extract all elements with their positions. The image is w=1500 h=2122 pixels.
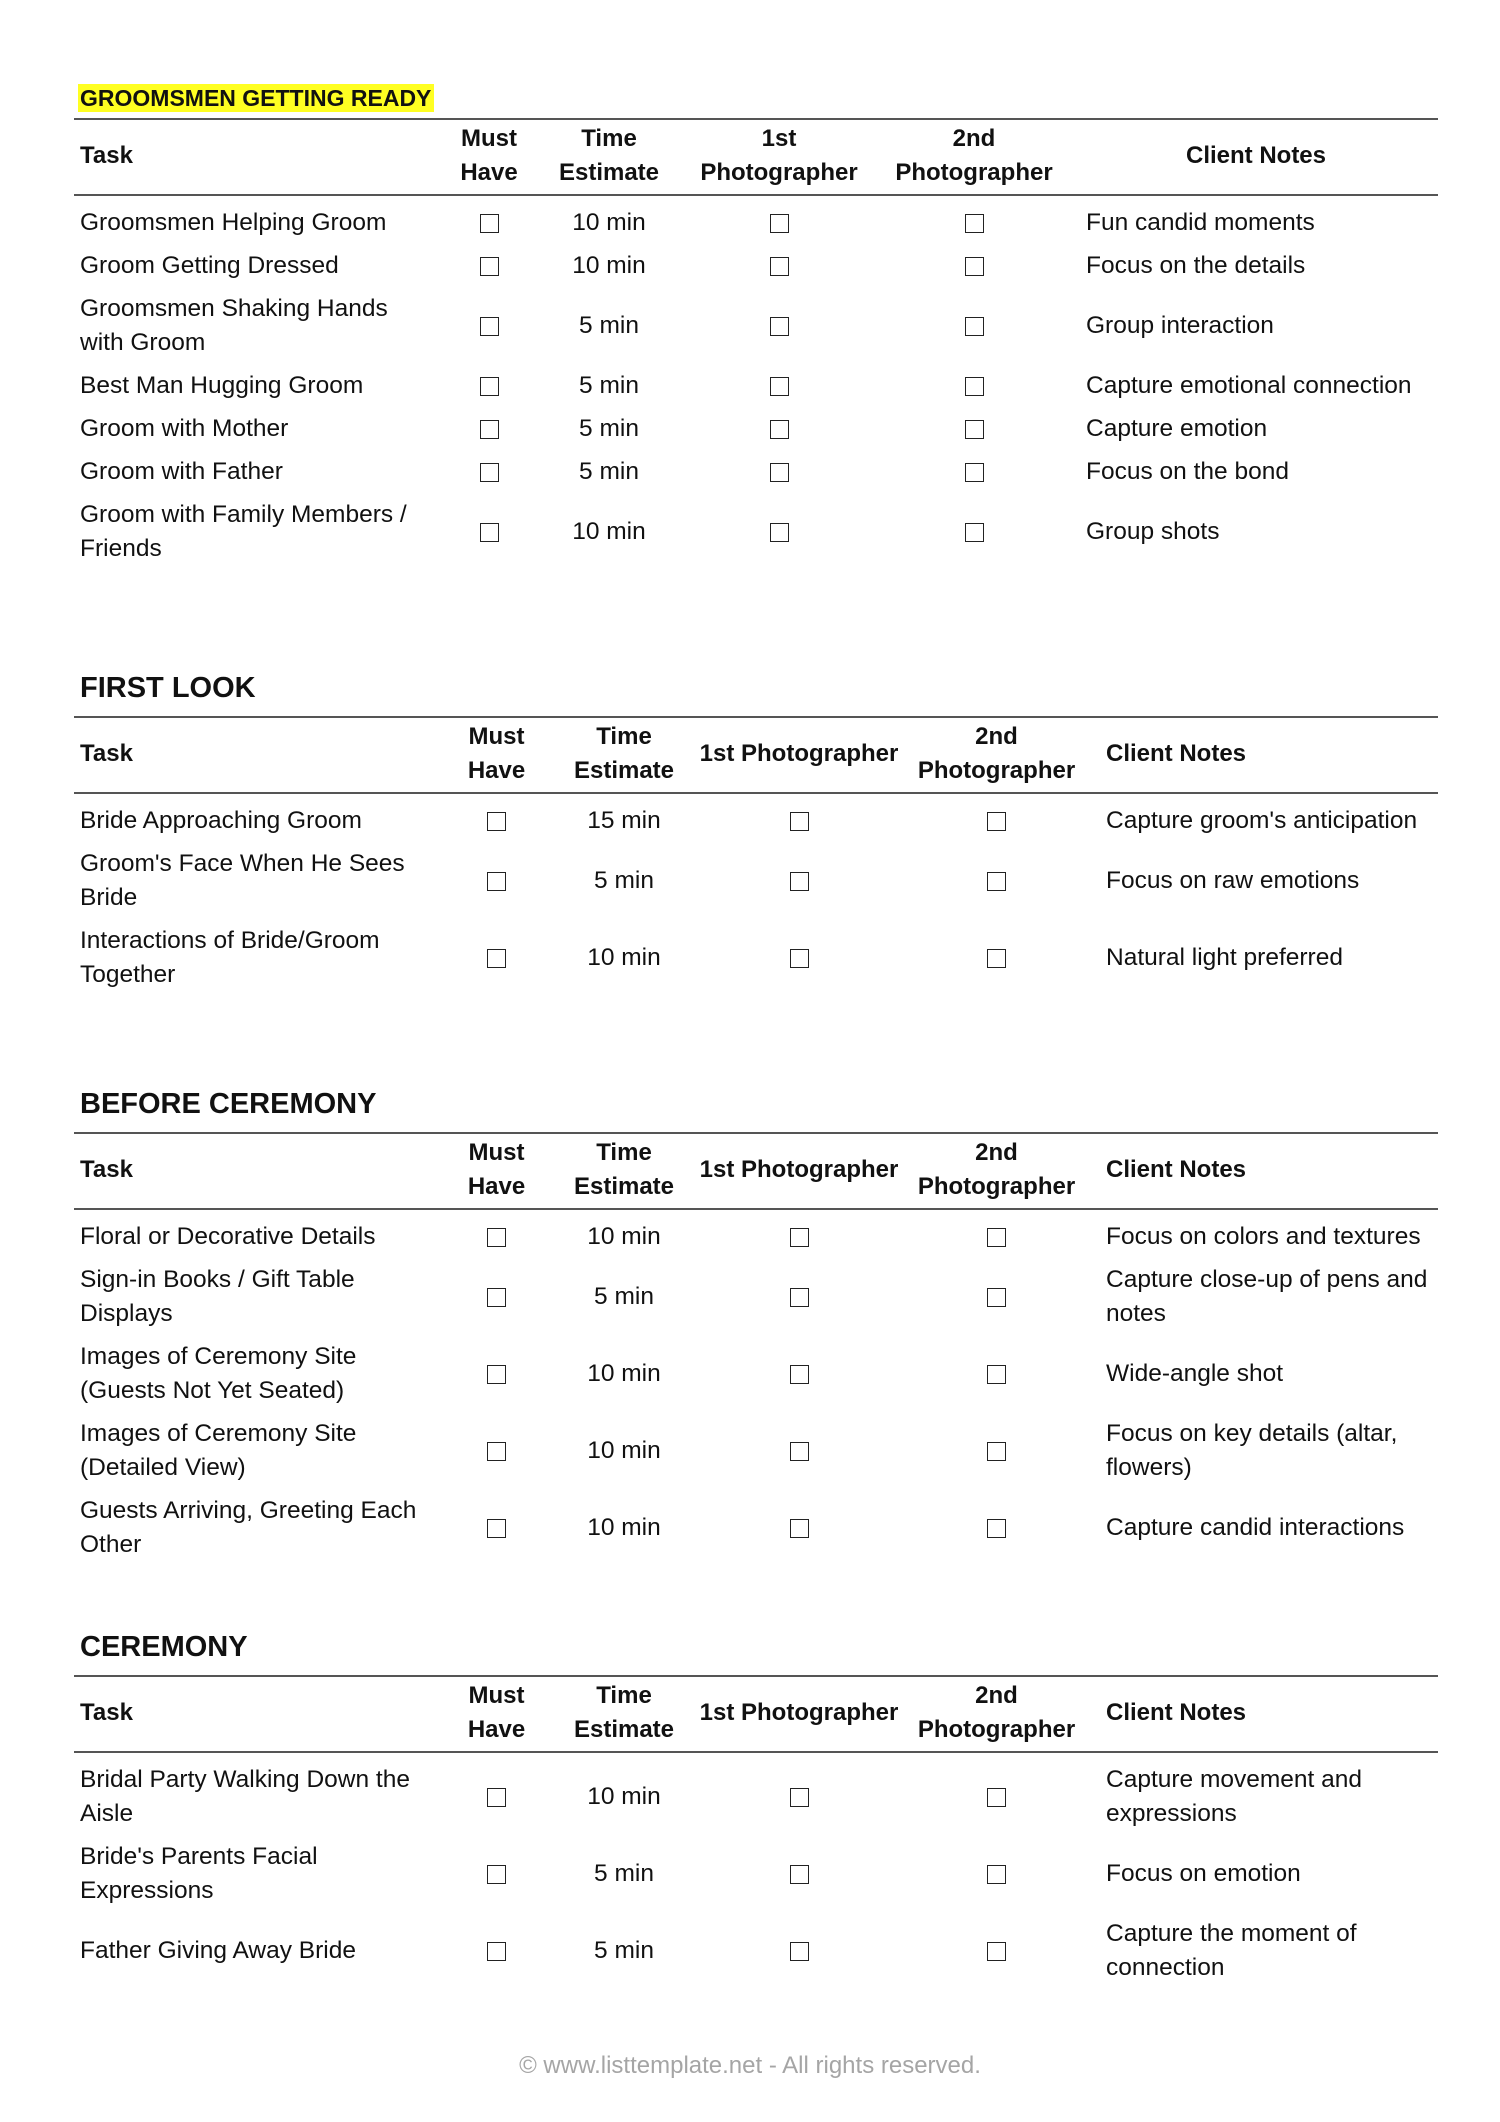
photographer-2-cell: [899, 793, 1094, 843]
task-cell: Groom with Mother: [80, 415, 289, 442]
time-cell: 5 min: [594, 1860, 654, 1887]
column-header-2nd-photographer: 2nd Photographer: [917, 1139, 1076, 1200]
must-have-checkbox[interactable]: [487, 1519, 506, 1538]
photographer-1-checkbox[interactable]: [790, 812, 809, 831]
photographer-2-cell: [899, 920, 1094, 997]
photographer-1-checkbox[interactable]: [790, 1942, 809, 1961]
column-header-2nd-photographer: 2nd Photographer: [917, 723, 1076, 784]
notes-cell: Fun candid moments: [1086, 209, 1315, 236]
photographer-2-checkbox[interactable]: [987, 1288, 1006, 1307]
time-cell: 10 min: [572, 209, 646, 236]
time-cell: 10 min: [587, 1514, 661, 1541]
section-ceremony: [74, 1627, 1438, 1990]
task-cell: Sign-in Books / Gift Table Displays: [80, 1266, 355, 1327]
photographer-2-cell: [899, 1913, 1094, 1990]
photographer-2-cell: [899, 1490, 1094, 1567]
must-have-cell: [444, 1490, 549, 1567]
photographer-1-cell: [699, 1836, 899, 1913]
photographer-2-cell: [899, 843, 1094, 920]
time-cell: 5 min: [579, 458, 639, 485]
task-cell: Father Giving Away Bride: [80, 1937, 356, 1964]
photographer-1-cell: [684, 195, 874, 245]
photographer-2-checkbox[interactable]: [987, 1442, 1006, 1461]
photographer-1-checkbox[interactable]: [770, 257, 789, 276]
time-cell: 5 min: [579, 312, 639, 339]
photographer-2-checkbox[interactable]: [987, 1942, 1006, 1961]
column-header-client-notes: Client Notes: [1185, 142, 1326, 169]
column-header-1st-photographer: 1st Photographer: [700, 125, 858, 186]
photographer-1-cell: [699, 1490, 899, 1567]
photographer-1-checkbox[interactable]: [790, 1365, 809, 1384]
column-header-time-estimate: Time Estimate: [573, 723, 675, 784]
column-header-task: Task: [80, 142, 133, 169]
photographer-1-checkbox[interactable]: [790, 872, 809, 891]
must-have-checkbox[interactable]: [487, 1442, 506, 1461]
must-have-checkbox[interactable]: [487, 1788, 506, 1807]
table-row: [74, 1752, 1438, 1836]
section-title: GROOMSMEN GETTING READY: [80, 82, 1438, 114]
photographer-1-cell: [699, 920, 899, 997]
notes-cell: Focus on colors and textures: [1106, 1223, 1421, 1250]
photographer-1-checkbox[interactable]: [790, 1865, 809, 1884]
photographer-1-cell: [699, 1259, 899, 1336]
photographer-2-checkbox[interactable]: [965, 420, 984, 439]
photographer-2-cell: [899, 1336, 1094, 1413]
column-header-1st-photographer: 1st Photographer: [699, 1156, 899, 1183]
must-have-checkbox[interactable]: [480, 377, 499, 396]
section-first-look: [74, 668, 1438, 997]
task-cell: Groom's Face When He Sees Bride: [80, 850, 405, 911]
photographer-2-checkbox[interactable]: [987, 1365, 1006, 1384]
notes-cell: Capture emotional connection: [1086, 372, 1412, 399]
column-header-2nd-photographer: 2nd Photographer: [917, 1682, 1076, 1743]
notes-cell: Wide-angle shot: [1106, 1360, 1284, 1387]
shot-table: [74, 118, 1438, 571]
photographer-2-checkbox[interactable]: [987, 872, 1006, 891]
must-have-checkbox[interactable]: [480, 463, 499, 482]
photographer-2-checkbox[interactable]: [965, 463, 984, 482]
time-cell: 10 min: [587, 1223, 661, 1250]
table-row: [74, 408, 1438, 451]
notes-cell: Focus on key details (altar, flowers): [1106, 1420, 1398, 1481]
must-have-cell: [444, 1259, 549, 1336]
notes-cell: Focus on raw emotions: [1106, 867, 1360, 894]
must-have-cell: [444, 365, 534, 408]
column-header-client-notes: Client Notes: [1106, 740, 1247, 767]
task-cell: Interactions of Bride/Groom Together: [80, 927, 380, 988]
table-row: [74, 494, 1438, 571]
column-header-1st-photographer: 1st Photographer: [699, 1699, 899, 1726]
photographer-2-checkbox[interactable]: [987, 1788, 1006, 1807]
notes-cell: Group interaction: [1086, 312, 1274, 339]
photographer-1-checkbox[interactable]: [790, 1288, 809, 1307]
task-cell: Groomsmen Helping Groom: [80, 209, 387, 236]
must-have-cell: [444, 1913, 549, 1990]
task-cell: Groom Getting Dressed: [80, 252, 339, 279]
must-have-cell: [444, 1209, 549, 1259]
section-title: BEFORE CEREMONY: [80, 1088, 377, 1120]
table-row: [74, 1490, 1438, 1567]
must-have-cell: [444, 843, 549, 920]
column-header-must-have: Must Have: [467, 723, 526, 784]
table-header-row: [74, 717, 1438, 793]
column-header-must-have: Must Have: [467, 1682, 526, 1743]
must-have-checkbox[interactable]: [480, 257, 499, 276]
photographer-2-checkbox[interactable]: [965, 257, 984, 276]
must-have-checkbox[interactable]: [487, 812, 506, 831]
time-cell: 15 min: [587, 807, 661, 834]
notes-cell: Capture the moment of connection: [1106, 1920, 1357, 1981]
table-row: [74, 920, 1438, 997]
notes-cell: Capture emotion: [1086, 415, 1268, 442]
photographer-1-checkbox[interactable]: [790, 1788, 809, 1807]
column-header-must-have: Must Have: [467, 1139, 526, 1200]
photographer-1-checkbox[interactable]: [770, 420, 789, 439]
notes-cell: Natural light preferred: [1106, 944, 1343, 971]
section-title: FIRST LOOK: [80, 672, 256, 704]
must-have-cell: [444, 920, 549, 997]
photographer-2-cell: [899, 1752, 1094, 1836]
table-header-row: [74, 119, 1438, 195]
time-cell: 5 min: [594, 1937, 654, 1964]
must-have-cell: [444, 793, 549, 843]
photographer-2-checkbox[interactable]: [965, 523, 984, 542]
notes-cell: Focus on the details: [1086, 252, 1306, 279]
photographer-1-checkbox[interactable]: [770, 463, 789, 482]
time-cell: 10 min: [587, 944, 661, 971]
photographer-1-cell: [699, 1413, 899, 1490]
task-cell: Bride Approaching Groom: [80, 807, 362, 834]
task-cell: Bride's Parents Facial Expressions: [80, 1843, 318, 1904]
table-header-row: [74, 1676, 1438, 1752]
task-cell: Bridal Party Walking Down the Aisle: [80, 1766, 410, 1827]
must-have-cell: [444, 408, 534, 451]
table-row: [74, 451, 1438, 494]
column-header-client-notes: Client Notes: [1106, 1156, 1247, 1183]
task-cell: Best Man Hugging Groom: [80, 372, 364, 399]
photographer-1-checkbox[interactable]: [770, 214, 789, 233]
section-title: CEREMONY: [80, 1631, 248, 1663]
photographer-1-cell: [699, 1209, 899, 1259]
must-have-cell: [444, 1836, 549, 1913]
column-header-2nd-photographer: 2nd Photographer: [895, 125, 1053, 186]
time-cell: 5 min: [594, 867, 654, 894]
photographer-2-cell: [899, 1259, 1094, 1336]
photographer-2-checkbox[interactable]: [987, 1519, 1006, 1538]
must-have-checkbox[interactable]: [487, 1365, 506, 1384]
photographer-1-checkbox[interactable]: [770, 377, 789, 396]
table-row: [74, 365, 1438, 408]
column-header-task: Task: [80, 740, 133, 767]
photographer-2-cell: [899, 1209, 1094, 1259]
must-have-cell: [444, 494, 534, 571]
table-row: [74, 1913, 1438, 1990]
section-groomsmen-getting-ready: [74, 82, 1438, 571]
table-row: [74, 1259, 1438, 1336]
photographer-1-cell: [699, 843, 899, 920]
task-cell: Groom with Father: [80, 458, 283, 485]
shot-table: [74, 1675, 1438, 1990]
table-row: [74, 1836, 1438, 1913]
must-have-checkbox[interactable]: [480, 317, 499, 336]
column-header-1st-photographer: 1st Photographer: [699, 740, 899, 767]
task-cell: Guests Arriving, Greeting Each Other: [80, 1497, 417, 1558]
time-cell: 5 min: [579, 372, 639, 399]
photographer-2-checkbox[interactable]: [965, 317, 984, 336]
photographer-1-cell: [684, 365, 874, 408]
table-row: [74, 1209, 1438, 1259]
shot-table: [74, 1132, 1438, 1567]
must-have-checkbox[interactable]: [480, 214, 499, 233]
photographer-2-checkbox[interactable]: [987, 1228, 1006, 1247]
photographer-1-checkbox[interactable]: [790, 1228, 809, 1247]
must-have-checkbox[interactable]: [487, 872, 506, 891]
photographer-2-checkbox[interactable]: [987, 1865, 1006, 1884]
column-header-time-estimate: Time Estimate: [573, 1682, 675, 1743]
notes-cell: Group shots: [1086, 518, 1220, 545]
notes-cell: Capture close-up of pens and notes: [1106, 1266, 1428, 1327]
table-row: [74, 1413, 1438, 1490]
notes-cell: Capture groom's anticipation: [1106, 807, 1418, 834]
must-have-cell: [444, 245, 534, 288]
photographer-1-cell: [684, 451, 874, 494]
photographer-2-cell: [874, 451, 1074, 494]
time-cell: 10 min: [572, 252, 646, 279]
table-row: [74, 793, 1438, 843]
shot-table: [74, 716, 1438, 997]
must-have-cell: [444, 451, 534, 494]
photographer-1-cell: [684, 245, 874, 288]
task-cell: Groom with Family Members / Friends: [80, 501, 407, 562]
photographer-1-cell: [684, 288, 874, 365]
must-have-checkbox[interactable]: [487, 1288, 506, 1307]
must-have-cell: [444, 1752, 549, 1836]
must-have-checkbox[interactable]: [487, 949, 506, 968]
photographer-2-cell: [874, 288, 1074, 365]
must-have-cell: [444, 195, 534, 245]
table-row: [74, 843, 1438, 920]
photographer-1-checkbox[interactable]: [790, 949, 809, 968]
task-cell: Images of Ceremony Site (Guests Not Yet Seated): [80, 1343, 357, 1404]
photographer-1-cell: [699, 1336, 899, 1413]
notes-cell: Focus on emotion: [1106, 1860, 1301, 1887]
task-cell: Groomsmen Shaking Hands with Groom: [80, 295, 388, 356]
photographer-2-checkbox[interactable]: [987, 812, 1006, 831]
task-cell: Floral or Decorative Details: [80, 1223, 376, 1250]
must-have-checkbox[interactable]: [480, 420, 499, 439]
time-cell: 10 min: [572, 518, 646, 545]
must-have-checkbox[interactable]: [487, 1228, 506, 1247]
photographer-1-cell: [699, 793, 899, 843]
must-have-cell: [444, 1413, 549, 1490]
column-header-time-estimate: Time Estimate: [558, 125, 660, 186]
column-header-time-estimate: Time Estimate: [573, 1139, 675, 1200]
table-row: [74, 1336, 1438, 1413]
section-before-ceremony: [74, 1084, 1438, 1567]
photographer-1-checkbox[interactable]: [770, 523, 789, 542]
column-header-task: Task: [80, 1156, 133, 1183]
notes-cell: Capture movement and expressions: [1106, 1766, 1363, 1827]
must-have-checkbox[interactable]: [480, 523, 499, 542]
column-header-client-notes: Client Notes: [1106, 1699, 1247, 1726]
photographer-2-checkbox[interactable]: [965, 214, 984, 233]
photographer-1-checkbox[interactable]: [770, 317, 789, 336]
photographer-1-cell: [699, 1913, 899, 1990]
time-cell: 10 min: [587, 1360, 661, 1387]
table-header-row: [74, 1133, 1438, 1209]
photographer-2-cell: [874, 365, 1074, 408]
must-have-checkbox[interactable]: [487, 1942, 506, 1961]
table-row: [74, 245, 1438, 288]
photographer-2-cell: [874, 494, 1074, 571]
photographer-1-cell: [684, 408, 874, 451]
photographer-2-checkbox[interactable]: [987, 949, 1006, 968]
photographer-2-cell: [899, 1413, 1094, 1490]
column-header-must-have: Must Have: [460, 125, 518, 186]
time-cell: 5 min: [594, 1283, 654, 1310]
notes-cell: Focus on the bond: [1086, 458, 1289, 485]
must-have-cell: [444, 288, 534, 365]
photographer-1-cell: [699, 1752, 899, 1836]
table-row: [74, 288, 1438, 365]
must-have-checkbox[interactable]: [487, 1865, 506, 1884]
photographer-1-checkbox[interactable]: [790, 1442, 809, 1461]
column-header-task: Task: [80, 1699, 133, 1726]
time-cell: 10 min: [587, 1437, 661, 1464]
table-row: [74, 195, 1438, 245]
photographer-2-cell: [874, 195, 1074, 245]
photographer-2-cell: [899, 1836, 1094, 1913]
photographer-2-checkbox[interactable]: [965, 377, 984, 396]
photographer-2-cell: [874, 245, 1074, 288]
photographer-2-cell: [874, 408, 1074, 451]
time-cell: 5 min: [579, 415, 639, 442]
copyright-footer: © www.listtemplate.net - All rights reserved.: [519, 2052, 981, 2079]
photographer-1-cell: [684, 494, 874, 571]
must-have-cell: [444, 1336, 549, 1413]
time-cell: 10 min: [587, 1783, 661, 1810]
notes-cell: Capture candid interactions: [1106, 1514, 1405, 1541]
photographer-1-checkbox[interactable]: [790, 1519, 809, 1538]
task-cell: Images of Ceremony Site (Detailed View): [80, 1420, 357, 1481]
